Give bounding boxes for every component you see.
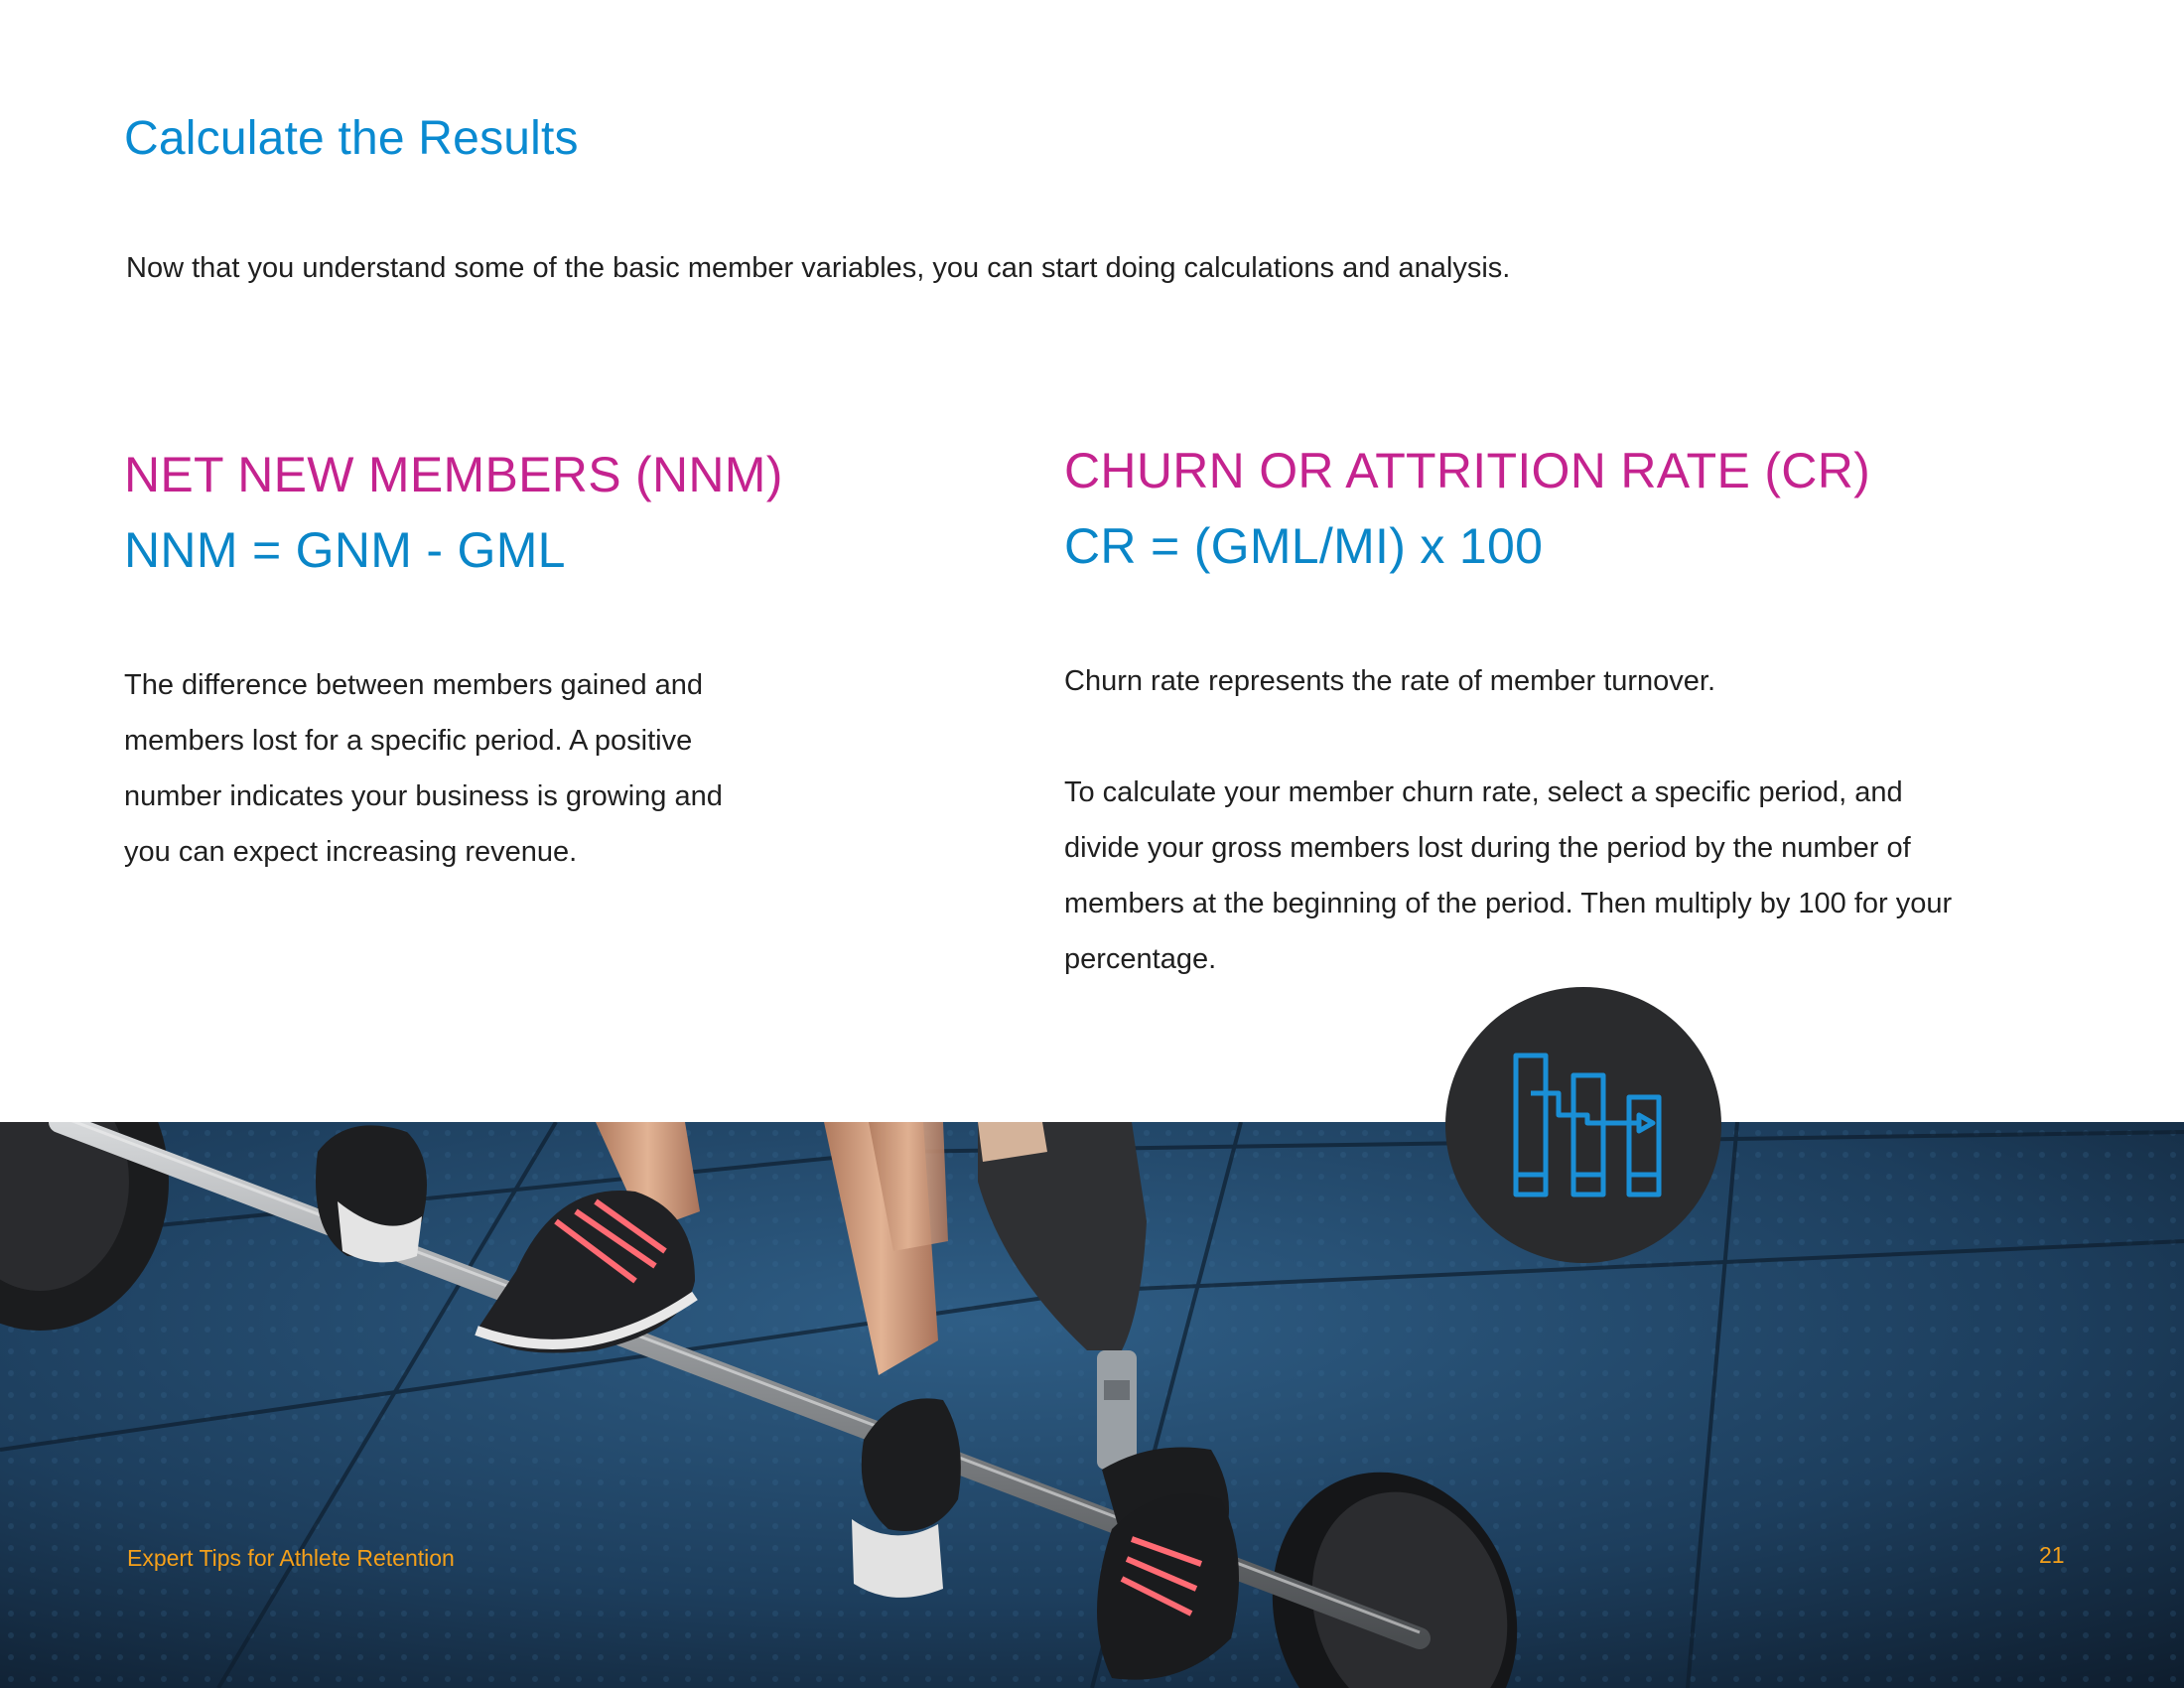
analytics-badge [1445,987,1721,1263]
cr-description-line: members at the beginning of the period. Then multiply by 100 for your [1064,888,1953,919]
gym-deadlift-photo [0,1122,2184,1688]
cr-formula: CR = (GML/MI) x 100 [1064,518,1544,574]
nnm-description-line: you can expect increasing revenue. [124,836,578,868]
cr-description-line: divide your gross members lost during the period by the number of [1064,832,1911,864]
nnm-description-line: The difference between members gained and [124,669,704,701]
cr-description-line: percentage. [1064,943,1217,975]
nnm-description-line: number indicates your business is growing and [124,780,723,812]
cr-description [1064,765,2077,987]
cr-summary: Churn rate represents the rate of member turnover. [1064,665,1716,697]
cr-title: CHURN OR ATTRITION RATE (CR) [1064,443,1871,498]
nnm-description [124,657,819,880]
cr-description-line: To calculate your member churn rate, select a specific period, and [1064,776,1903,808]
nnm-formula: NNM = GNM - GML [124,522,566,578]
cr-section [1064,433,2077,987]
page-number: 21 [2039,1542,2065,1568]
nnm-section [124,437,819,880]
footer-doc-title: Expert Tips for Athlete Retention [127,1545,455,1571]
page-title: Calculate the Results [124,112,579,165]
bar-chart-flow-icon [1504,1046,1663,1204]
intro-text: Now that you understand some of the basic member variables, you can start doing calculations and analysis. [126,252,1511,284]
nnm-description-line: members lost for a specific period. A positive [124,725,693,757]
nnm-title: NET NEW MEMBERS (NNM) [124,447,783,502]
